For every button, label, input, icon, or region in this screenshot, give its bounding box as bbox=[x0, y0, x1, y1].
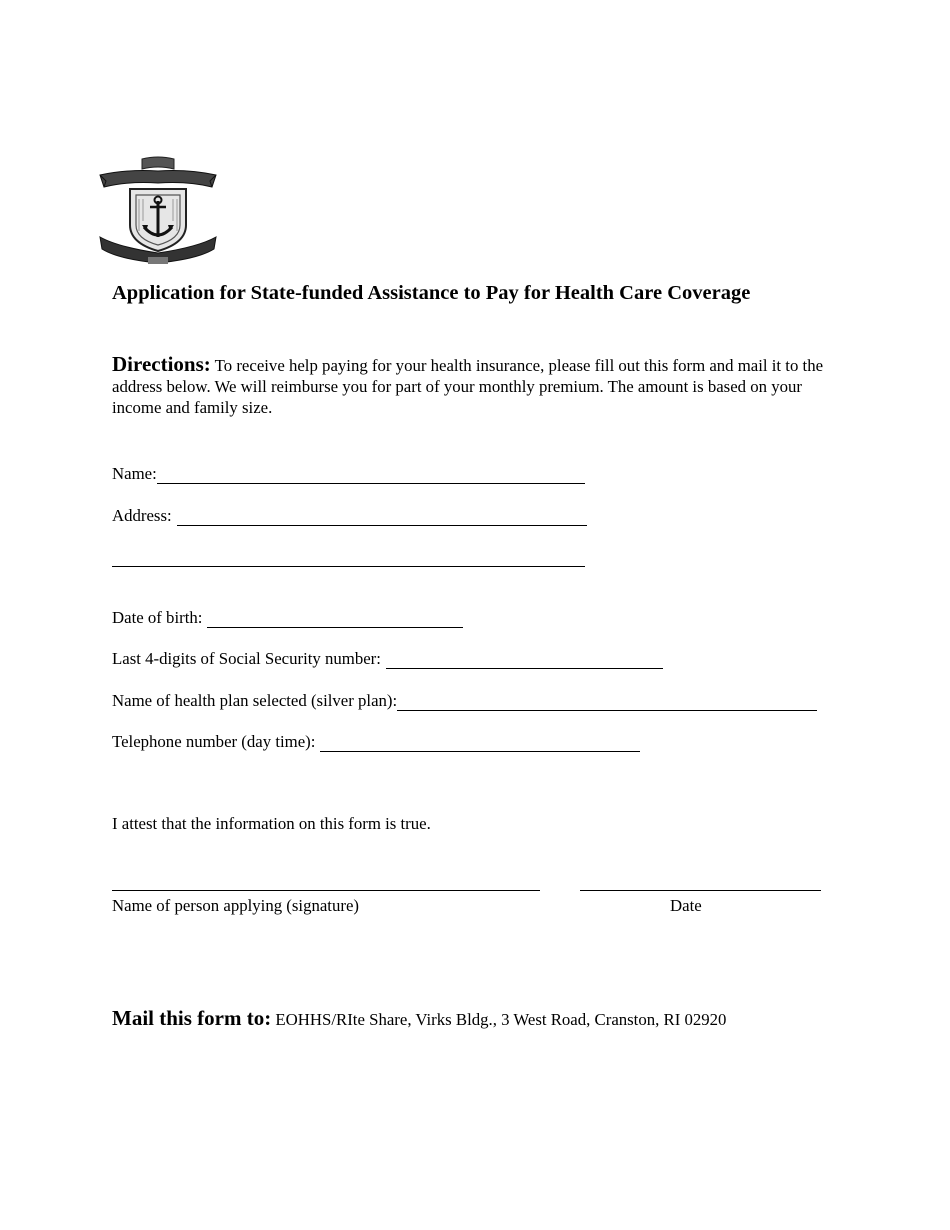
phone-field[interactable] bbox=[320, 733, 640, 752]
address-label: Address: bbox=[112, 506, 172, 525]
date-label: Date bbox=[670, 896, 702, 915]
phone-label: Telephone number (day time): bbox=[112, 732, 316, 751]
address-field[interactable] bbox=[177, 507, 587, 526]
name-field-row bbox=[112, 464, 585, 484]
form-title: Application for State-funded Assistance to Pay for Health Care Coverage bbox=[112, 282, 751, 304]
health-plan-field[interactable] bbox=[397, 692, 817, 711]
state-seal-logo bbox=[98, 155, 218, 265]
health-plan-label: Name of health plan selected (silver plan): bbox=[112, 691, 398, 710]
health-plan-field-row bbox=[112, 691, 817, 711]
address-field-line-2[interactable] bbox=[112, 566, 585, 567]
ssn-field[interactable] bbox=[386, 650, 663, 669]
date-field[interactable] bbox=[580, 890, 821, 891]
dob-label: Date of birth: bbox=[112, 608, 203, 627]
directions-heading: Directions: bbox=[112, 352, 211, 376]
ssn-label: Last 4-digits of Social Security number: bbox=[112, 649, 381, 668]
mailing-instructions bbox=[112, 1006, 726, 1031]
name-field[interactable] bbox=[157, 465, 585, 484]
mail-heading: Mail this form to: bbox=[112, 1006, 272, 1030]
dob-field-row bbox=[112, 608, 463, 628]
phone-field-row bbox=[112, 732, 640, 752]
directions-text: To receive help paying for your health insurance, please fill out this form and mail it to the address below. We will reimburse you for part of your monthly premium. The amount is based on your income and family size. bbox=[112, 356, 824, 417]
signature-label: Name of person applying (signature) bbox=[112, 896, 359, 915]
ssn-field-row bbox=[112, 649, 663, 669]
directions-paragraph bbox=[112, 354, 842, 418]
mail-address: EOHHS/RIte Share, Virks Bldg., 3 West Road, Cranston, RI 02920 bbox=[275, 1010, 727, 1029]
name-label: Name: bbox=[112, 464, 157, 483]
dob-field[interactable] bbox=[207, 609, 463, 628]
address-field-row bbox=[112, 506, 587, 526]
signature-field[interactable] bbox=[112, 890, 540, 891]
attestation-text: I attest that the information on this form is true. bbox=[112, 814, 431, 833]
